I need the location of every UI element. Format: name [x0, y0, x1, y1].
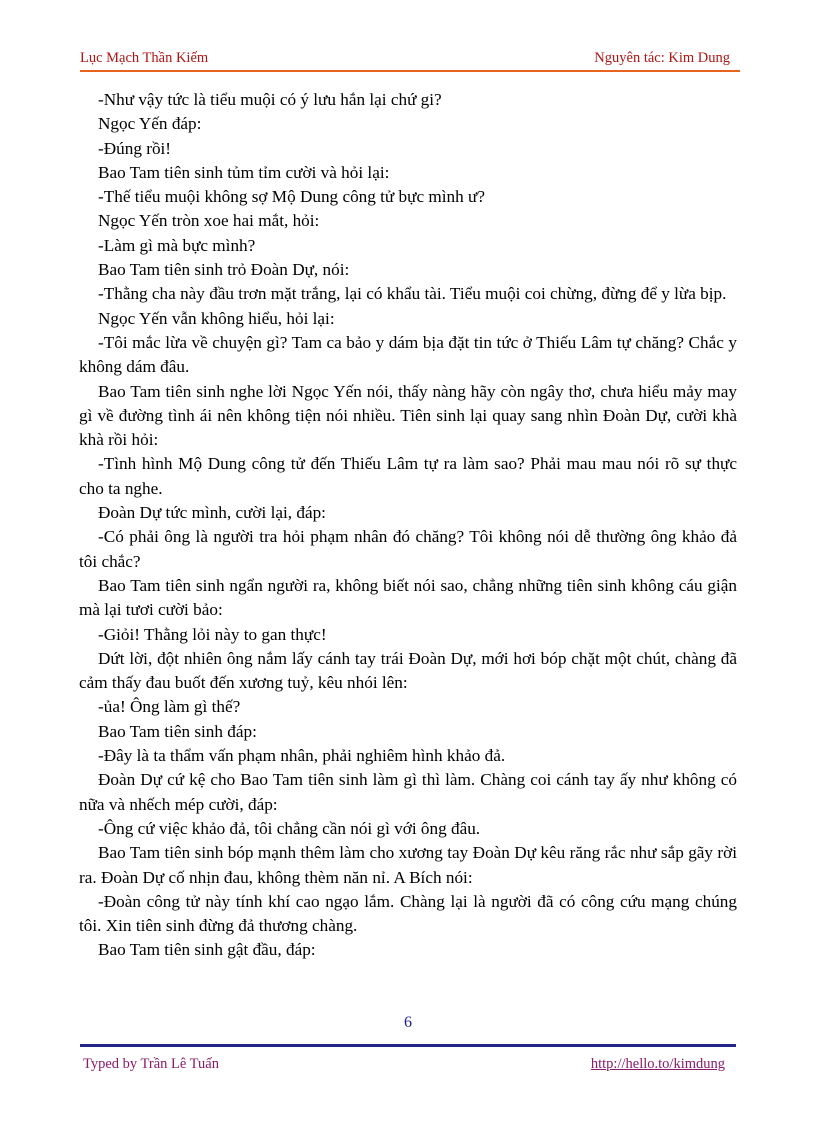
paragraph: -Ông cứ việc khảo đả, tôi chẳng cần nói gì với ông đâu. — [98, 818, 481, 838]
footer-divider — [80, 1044, 736, 1047]
document-body — [79, 88, 737, 963]
paragraph: -Giỏi! Thằng lỏi này to gan thực! — [98, 624, 327, 644]
paragraph: Bao Tam tiên sinh ngẩn người ra, không biết nói sao, chẳng những tiên sinh không cáu giận mà lại tươi cười bảo: — [79, 575, 737, 620]
paragraph: -Đoàn công tử này tính khí cao ngạo lắm. Chàng lại là người đã có công cứu mạng chúng tôi. Xin tiên sinh đừng đả thương chàng. — [79, 891, 737, 936]
typed-by-credit: Typed by Trần Lê Tuấn — [83, 1056, 219, 1072]
paragraph: Ngọc Yến vẫn không hiểu, hỏi lại: — [98, 308, 335, 328]
paragraph: Ngọc Yến tròn xoe hai mắt, hỏi: — [98, 211, 320, 231]
paragraph: -Tình hình Mộ Dung công tử đến Thiếu Lâm tự ra làm sao? Phải mau mau nói rõ sự thực cho ta nghe. — [79, 454, 737, 498]
paragraph: -Có phải ông là người tra hỏi phạm nhân đó chăng? Tôi không nói dễ thường ông khảo đả tôi chắc? — [79, 527, 737, 571]
author-credit: Nguyên tác: Kim Dung — [594, 50, 730, 66]
paragraph: Bao Tam tiên sinh tủm tỉm cười và hỏi lại: — [98, 162, 390, 182]
page-number: 6 — [404, 1014, 412, 1031]
page-header — [80, 50, 738, 70]
paragraph: -Thế tiểu muội không sợ Mộ Dung công tử bực mình ư? — [98, 187, 485, 207]
paragraph: -Như vậy tức là tiểu muội có ý lưu hắn lại chứ gi? — [98, 90, 442, 109]
header-divider — [80, 70, 740, 72]
paragraph: Ngọc Yến đáp: — [98, 114, 202, 134]
paragraph: -Đây là ta thẩm vấn phạm nhân, phải nghiêm hình khảo đả. — [98, 746, 506, 766]
paragraph: -ủa! Ông làm gì thế? — [98, 697, 241, 717]
paragraph: Bao Tam tiên sinh trỏ Đoàn Dự, nói: — [98, 260, 350, 280]
paragraph: -Tôi mắc lừa về chuyện gì? Tam ca bảo y dám bịa đặt tin tức ở Thiếu Lâm tự chăng? Chắc y không dám đâu. — [79, 332, 737, 377]
book-title: Lục Mạch Thần Kiếm — [80, 50, 209, 66]
paragraph: Bao Tam tiên sinh đáp: — [98, 721, 257, 741]
paragraph: -Làm gì mà bực mình? — [98, 235, 256, 255]
website-link[interactable]: http://hello.to/kimdung — [590, 1056, 725, 1072]
paragraph: Bao Tam tiên sinh gật đầu, đáp: — [98, 940, 316, 960]
paragraph: Đoàn Dự tức mình, cười lại, đáp: — [98, 503, 326, 523]
paragraph: Đoàn Dự cứ kệ cho Bao Tam tiên sinh làm gì thì làm. Chàng coi cánh tay ấy như không có nữa và nhếch mép cười, đáp: — [79, 770, 737, 814]
paragraph: -Đúng rồi! — [98, 138, 172, 158]
paragraph: Bao Tam tiên sinh bóp mạnh thêm làm cho xương tay Đoàn Dự kêu răng rắc như sắp gãy rời ra. Đoàn Dự cố nhịn đau, không thèm năn nỉ. A Bích nói: — [79, 843, 737, 887]
paragraph: -Thằng cha này đầu trơn mặt trắng, lại có khẩu tài. Tiểu muội coi chừng, đừng để y lừa bịp. — [98, 284, 727, 304]
paragraph: Bao Tam tiên sinh nghe lời Ngọc Yến nói, thấy nàng hãy còn ngây thơ, chưa hiểu mảy may gì về đường tình ái nên không tiện nói nhiều. Tiên sinh lại quay sang nhìn Đoàn Dự, cười khà khà rồi hỏi: — [79, 381, 737, 450]
paragraph: Dứt lời, đột nhiên ông nắm lấy cánh tay trái Đoàn Dự, mới hơi bóp chặt một chút, chàng đã cảm thấy đau buốt đến xương tuỷ, kêu nhói lên: — [79, 648, 737, 693]
